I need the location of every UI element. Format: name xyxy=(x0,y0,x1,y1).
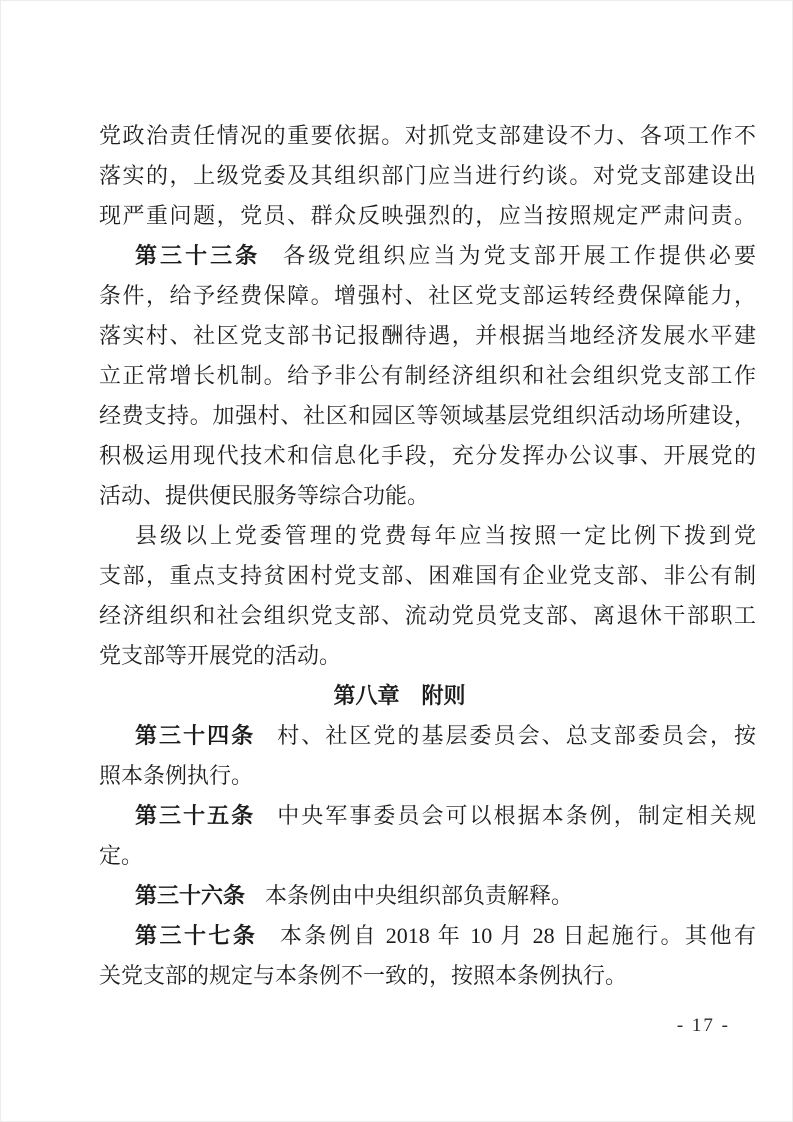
text-line xyxy=(99,316,756,356)
line-text: 照本条例执行。 xyxy=(99,763,254,788)
label-gap xyxy=(255,822,275,823)
article-number-label: 第三十七条 xyxy=(135,923,258,948)
article-number-label: 第三十六条 xyxy=(135,883,246,908)
line-text: 本条例由中央组织部负责解释。 xyxy=(265,883,574,908)
chapter-heading xyxy=(71,676,728,716)
text-line xyxy=(99,436,756,476)
text-line xyxy=(99,556,756,596)
line-text: 落实村、社区党支部书记报酬待遇，并根据当地经济发展水平建 xyxy=(99,323,756,348)
text-line xyxy=(99,236,756,276)
page-number: - 17 - xyxy=(676,1015,730,1036)
text-line xyxy=(99,476,756,516)
text-line xyxy=(99,956,756,996)
text-line xyxy=(99,916,756,956)
line-text: 定。 xyxy=(99,843,144,868)
article-number-label: 第三十五条 xyxy=(135,803,256,828)
line-text: 中央军事委员会可以根据本条例，制定相关规 xyxy=(275,803,756,828)
label-gap xyxy=(260,262,280,263)
line-text: 条件，给予经费保障。增强村、社区党支部运转经费保障能力， xyxy=(99,283,756,308)
text-line xyxy=(99,356,756,396)
text-line xyxy=(99,836,756,876)
text-line xyxy=(99,276,756,316)
line-text: 活动、提供便民服务等综合功能。 xyxy=(99,483,430,508)
line-text: 关党支部的规定与本条例不一致的，按照本条例执行。 xyxy=(99,963,628,988)
line-text: 支部，重点支持贫困村党支部、困难国有企业党支部、非公有制 xyxy=(99,563,756,588)
article-number-label: 第三十三条 xyxy=(135,243,261,268)
text-line xyxy=(99,796,756,836)
line-text: 现严重问题，党员、群众反映强烈的，应当按照规定严肃问责。 xyxy=(99,203,756,228)
text-line xyxy=(99,196,756,236)
line-text: 积极运用现代技术和信息化手段，充分发挥办公议事、开展党的 xyxy=(99,443,756,468)
label-gap xyxy=(257,942,277,943)
line-text: 党政治责任情况的重要依据。对抓党支部建设不力、各项工作不 xyxy=(99,123,756,148)
line-text: 落实的，上级党委及其组织部门应当进行约谈。对党支部建设出 xyxy=(99,163,756,188)
text-line xyxy=(99,596,756,636)
label-gap xyxy=(255,742,275,743)
text-line xyxy=(99,516,756,556)
line-text: 经济组织和社会组织党支部、流动党员党支部、离退休干部职工 xyxy=(99,603,756,628)
article-number-label: 第三十四条 xyxy=(135,723,256,748)
line-text: 本条例自 2018 年 10 月 28 日起施行。其他有 xyxy=(277,923,756,948)
label-gap xyxy=(245,902,265,903)
text-line xyxy=(99,876,756,916)
line-text: 党支部等开展党的活动。 xyxy=(99,643,342,668)
line-text: 立正常增长机制。给予非公有制经济组织和社会组织党支部工作 xyxy=(99,363,756,388)
text-line xyxy=(99,396,756,436)
line-text: 第八章 附则 xyxy=(333,683,466,708)
line-text: 县级以上党委管理的党费每年应当按照一定比例下拨到党 xyxy=(135,523,756,548)
text-line xyxy=(99,156,756,196)
text-line xyxy=(99,716,756,756)
line-text: 各级党组织应当为党支部开展工作提供必要 xyxy=(280,243,756,268)
text-line xyxy=(99,756,756,796)
text-line xyxy=(99,116,756,156)
line-text: 经费支持。加强村、社区和园区等领域基层党组织活动场所建设， xyxy=(99,403,756,428)
line-text: 村、社区党的基层委员会、总支部委员会，按 xyxy=(275,723,756,748)
text-line xyxy=(99,636,756,676)
